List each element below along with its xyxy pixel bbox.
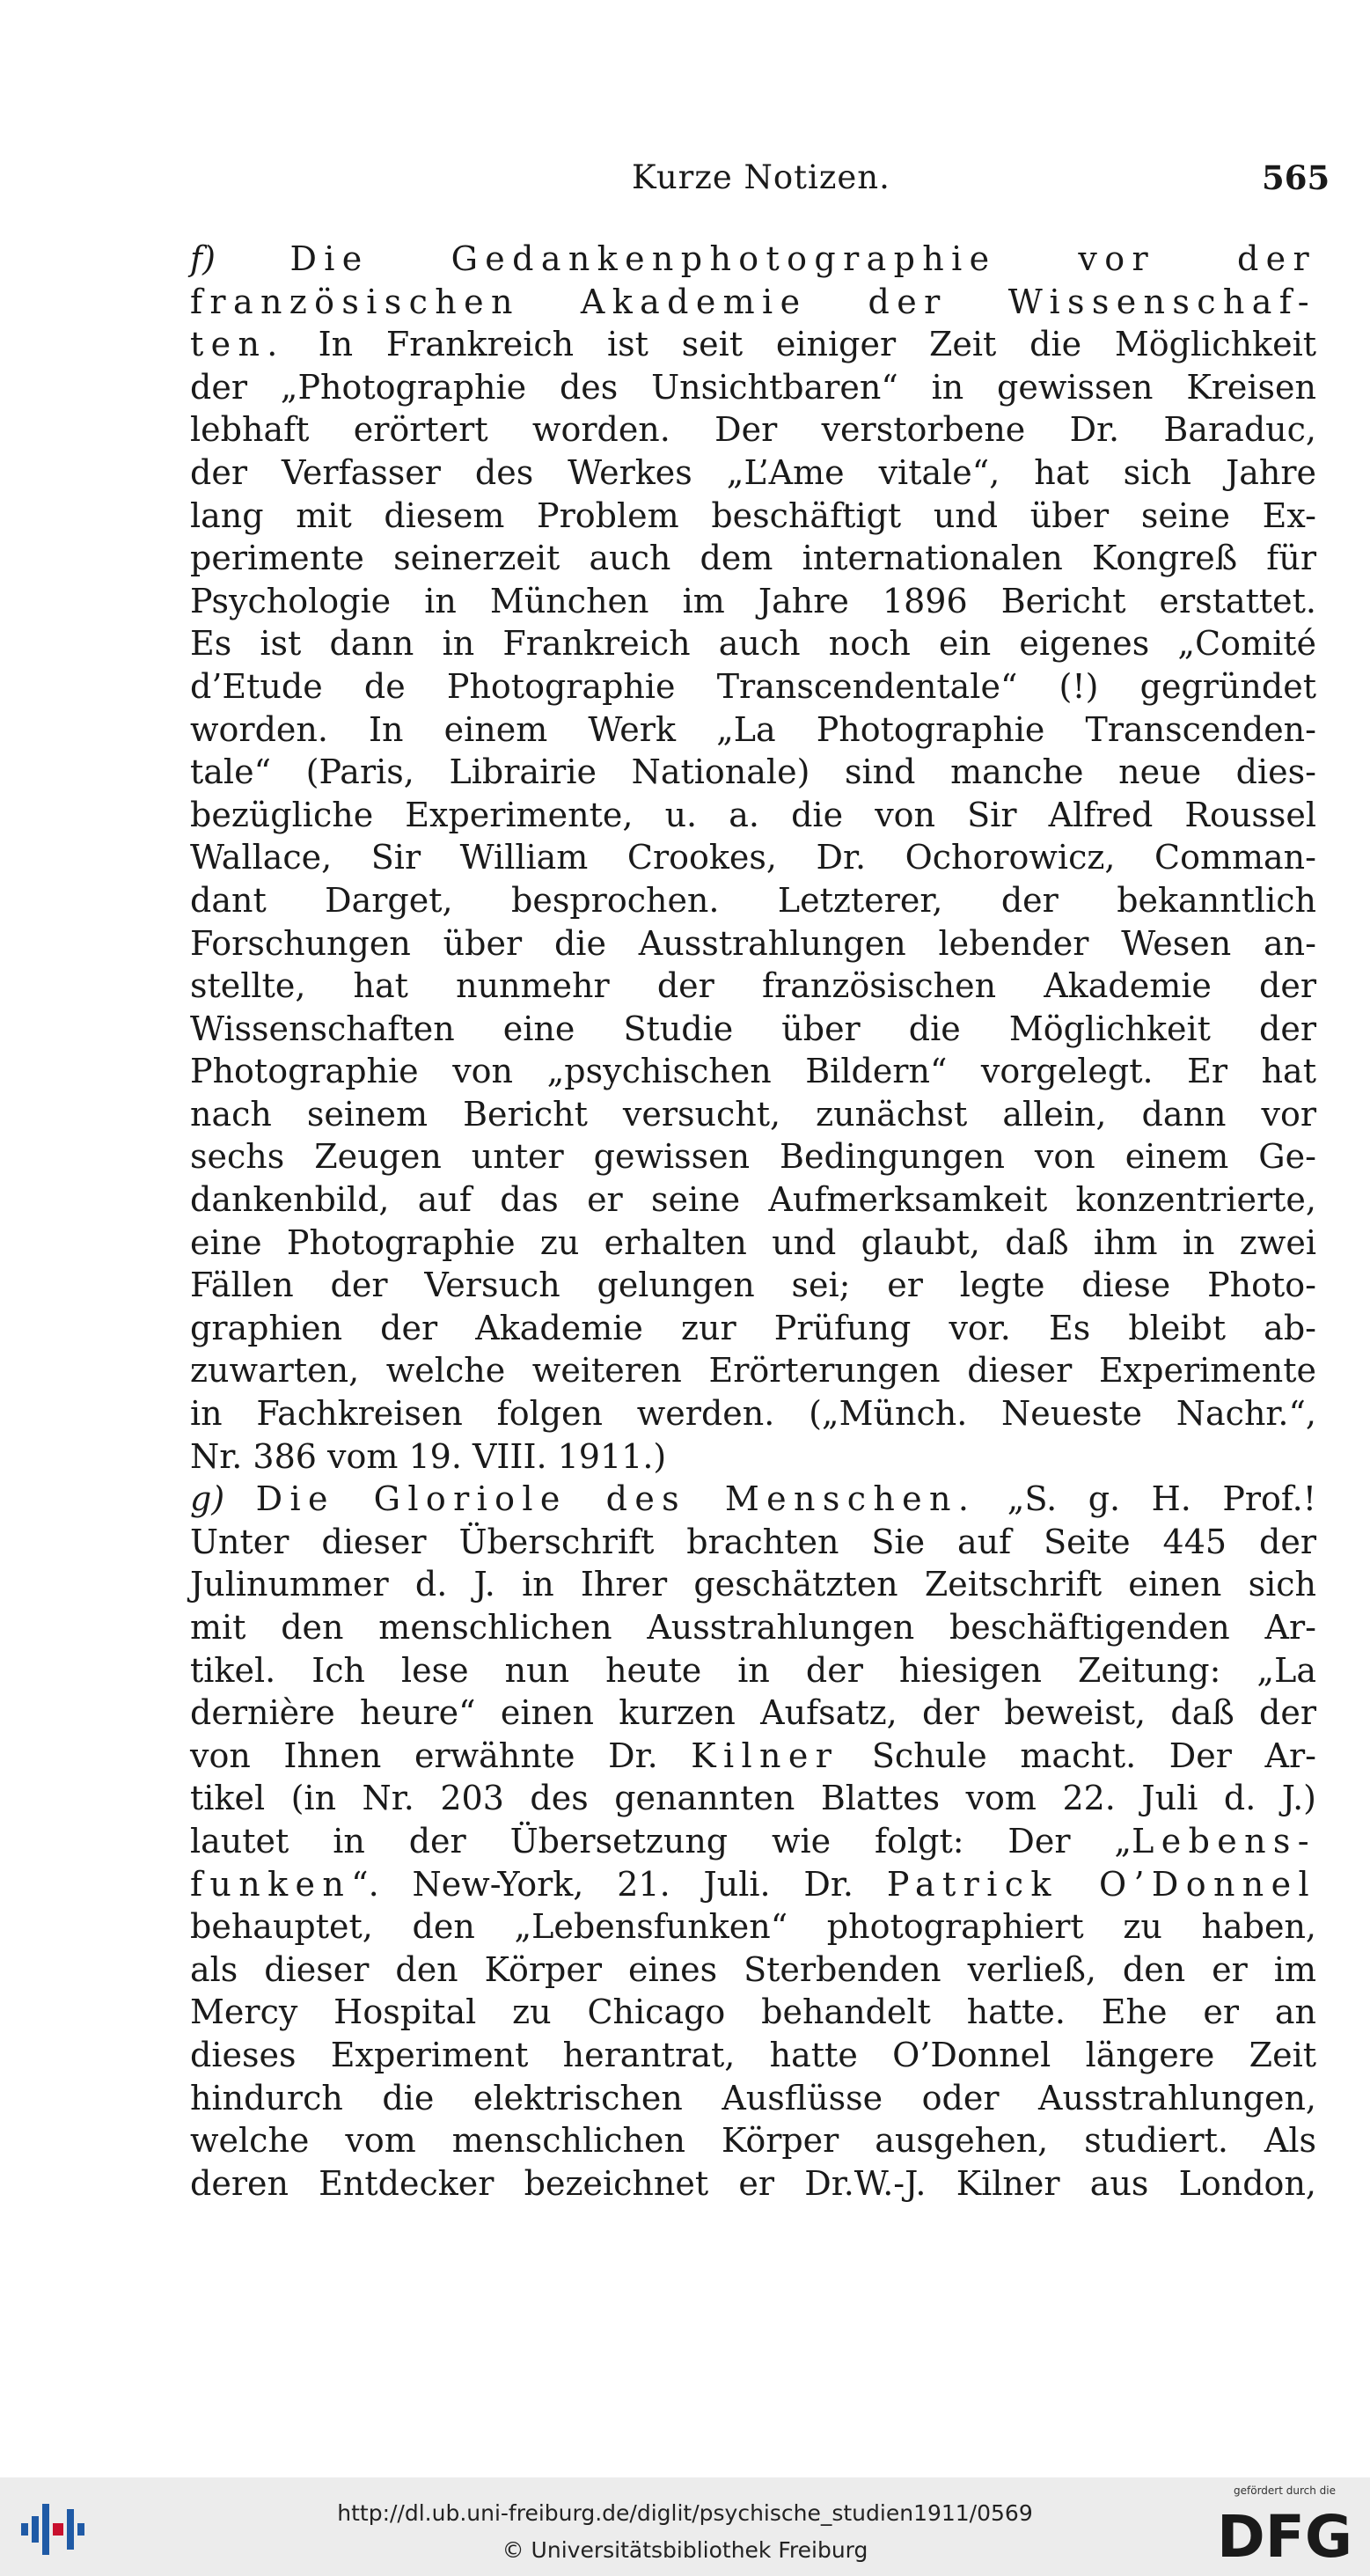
text-line	[190, 1991, 1316, 2034]
text-run: In Frankreich ist seit einiger Zeit die Möglichkeit	[284, 325, 1316, 364]
text-run: Julinummer d. J. in Ihrer geschätzten Zeitschrift einen sich	[190, 1565, 1316, 1604]
text-line	[190, 1649, 1316, 1692]
text-line	[190, 1264, 1316, 1307]
text-line	[190, 495, 1316, 538]
text-run: nach seinem Bericht versucht, zunächst allein, dann vor	[190, 1094, 1316, 1134]
text-line	[190, 1692, 1316, 1735]
spaced-text: Lebens-	[1132, 1821, 1316, 1860]
text-line	[190, 537, 1316, 580]
text-run: tale“ (Paris, Librairie Nationale) sind manche neue dies-	[190, 752, 1316, 792]
text-line	[190, 879, 1316, 922]
text-line	[190, 408, 1316, 451]
text-line	[190, 2162, 1316, 2205]
text-run: in Fachkreisen folgen werden. („Münch. Neueste Nachr.“,	[190, 1394, 1316, 1434]
text-line	[190, 965, 1316, 1008]
text-run: „S. g. H. Prof.!	[976, 1479, 1316, 1519]
spaced-text: französischen Akademie der Wissenschaf-	[190, 282, 1316, 321]
spaced-text: Kilner	[691, 1736, 839, 1775]
text-line	[190, 580, 1316, 623]
text-line	[190, 1392, 1316, 1435]
text-line	[190, 1135, 1316, 1178]
text-line	[190, 1222, 1316, 1265]
text-run: Wallace, Sir William Crookes, Dr. Ochorowicz, Comman-	[190, 838, 1316, 877]
text-run: dieses Experiment herantrat, hatte O’Donnel längere Zeit	[190, 2035, 1316, 2074]
page-header	[0, 158, 1370, 211]
text-run: Mercy Hospital zu Chicago behandelt hatte. Ehe er an	[190, 1993, 1316, 2032]
text-run: dankenbild, auf das er seine Aufmerksamkeit konzentrierte,	[190, 1180, 1316, 1220]
text-run: hindurch die elektrischen Ausflüsse oder Ausstrahlungen,	[190, 2078, 1316, 2117]
footer-bar	[0, 2477, 1370, 2576]
text-run: deren Entdecker bezeichnet er Dr.W.-J. Kilner aus London,	[190, 2163, 1316, 2203]
dfg-logo-icon	[1212, 2500, 1358, 2567]
text-line	[190, 622, 1316, 665]
text-line	[190, 323, 1316, 366]
text-run: von Ihnen erwähnte Dr.	[190, 1736, 692, 1775]
text-line	[190, 1349, 1316, 1392]
text-line	[190, 1478, 1316, 1521]
text-run: Psychologie in München im Jahre 1896 Bericht erstattet.	[190, 581, 1316, 620]
text-run: sechs Zeugen unter gewissen Bedingungen von einem Ge-	[190, 1137, 1316, 1177]
text-line	[190, 1307, 1316, 1350]
text-line	[190, 1777, 1316, 1820]
text-run: graphien der Akademie zur Prüfung vor. Es bleibt ab-	[190, 1308, 1316, 1347]
text-line	[190, 2077, 1316, 2120]
text-line	[190, 1820, 1316, 1863]
text-line	[190, 836, 1316, 879]
page-number: 565	[1262, 158, 1330, 197]
text-line	[190, 451, 1316, 495]
text-run: Unter dieser Überschrift brachten Sie auf Seite 445 der	[190, 1522, 1316, 1561]
text-run: der „Photographie des Unsichtbaren“ in gewissen Kreisen	[190, 367, 1316, 407]
text-line	[190, 1093, 1316, 1136]
text-run: lautet in der Übersetzung wie folgt: Der „	[190, 1821, 1132, 1860]
spaced-text: Die Gedankenphotographie vor der	[289, 239, 1316, 278]
text-line	[190, 1008, 1316, 1051]
text-run: als dieser den Körper eines Sterbenden verließ, den er im	[190, 1949, 1316, 1989]
spaced-text: ten.	[190, 325, 285, 364]
text-run: dernière heure“ einen kurzen Aufsatz, der beweist, daß der	[190, 1693, 1316, 1733]
text-run: eine Photographie zu erhalten und glaubt, daß ihm in zwei	[190, 1222, 1316, 1262]
running-head: Kurze Notizen.	[632, 158, 890, 196]
text-run: Photographie von „psychischen Bildern“ vorgelegt. Er hat	[190, 1052, 1316, 1091]
text-line	[190, 1521, 1316, 1564]
text-run: lang mit diesem Problem beschäftigt und über seine Ex-	[190, 495, 1316, 535]
text-run: tikel. Ich lese nun heute in der hiesigen Zeitung: „La	[190, 1650, 1316, 1690]
text-run: behauptet, den „Lebensfunken“ photographiert zu haben,	[190, 1907, 1316, 1947]
text-run: d’Etude de Photographie Transcendentale“ (!) gegründet	[190, 666, 1316, 706]
text-line	[190, 1435, 1316, 1479]
text-line	[190, 1863, 1316, 1906]
text-run: Es ist dann in Frankreich auch noch ein eigenes „Comité	[190, 624, 1316, 664]
text-run: Wissenschaften eine Studie über die Möglichkeit der	[190, 1009, 1316, 1048]
text-line	[190, 708, 1316, 752]
text-line	[190, 1735, 1316, 1778]
text-run: “. New-York, 21. Juli. Dr.	[351, 1864, 887, 1904]
text-line	[190, 2119, 1316, 2162]
text-line	[190, 1050, 1316, 1093]
text-line	[190, 665, 1316, 708]
item-marker: g)	[190, 1479, 256, 1519]
dfg-caption: gefördert durch die	[1234, 2484, 1336, 2497]
spaced-text: Patrick O’Donnel	[886, 1864, 1316, 1904]
text-line	[190, 1606, 1316, 1649]
text-line	[190, 366, 1316, 409]
text-line	[190, 922, 1316, 965]
body-text	[190, 238, 1316, 2205]
text-line	[190, 751, 1316, 794]
dfg-logo-text: DFG	[1216, 2503, 1353, 2567]
spaced-text: funken	[190, 1864, 352, 1904]
text-run: stellte, hat nunmehr der französischen Akademie der	[190, 966, 1316, 1006]
text-run: tikel (in Nr. 203 des genannten Blattes vom 22. Juli d. J.)	[190, 1779, 1316, 1818]
text-run: welche vom menschlichen Körper ausgehen, studiert. Als	[190, 2121, 1316, 2161]
item-marker: f)	[190, 239, 290, 278]
text-line	[190, 1563, 1316, 1606]
footer-copyright: © Universitätsbibliothek Freiburg	[502, 2537, 868, 2563]
text-line	[190, 1949, 1316, 1992]
text-run: worden. In einem Werk „La Photographie Transcenden-	[190, 709, 1316, 749]
footer-url-link[interactable]: http://dl.ub.uni-freiburg.de/diglit/psychische_studien1911/0569	[337, 2500, 1033, 2526]
text-line	[190, 794, 1316, 837]
text-line	[190, 2034, 1316, 2077]
text-run: dant Darget, besprochen. Letzterer, der bekanntlich	[190, 880, 1316, 920]
text-line	[190, 281, 1316, 324]
text-run: der Verfasser des Werkes „L’Ame vitale“, hat sich Jahre	[190, 452, 1316, 492]
spaced-text: Die Gloriole des Menschen.	[255, 1479, 977, 1519]
text-run: Forschungen über die Ausstrahlungen lebender Wesen an-	[190, 923, 1316, 963]
text-line	[190, 238, 1316, 281]
text-run: lebhaft erörtert worden. Der verstorbene Dr. Baraduc,	[190, 410, 1316, 450]
text-run: bezügliche Experimente, u. a. die von Sir Alfred Roussel	[190, 795, 1316, 834]
text-run: Fällen der Versuch gelungen sei; er legte diese Photo-	[190, 1266, 1316, 1305]
text-run: Schule macht. Der Ar-	[839, 1736, 1316, 1775]
text-run: Nr. 386 vom 19. VIII. 1911.)	[190, 1436, 667, 1476]
text-line	[190, 1905, 1316, 1949]
text-line	[190, 1178, 1316, 1222]
text-run: zuwarten, welche weiteren Erörterungen dieser Experimente	[190, 1351, 1316, 1391]
text-run: perimente seinerzeit auch dem internationalen Kongreß für	[190, 539, 1316, 578]
text-run: mit den menschlichen Ausstrahlungen beschäftigenden Ar-	[190, 1608, 1316, 1647]
